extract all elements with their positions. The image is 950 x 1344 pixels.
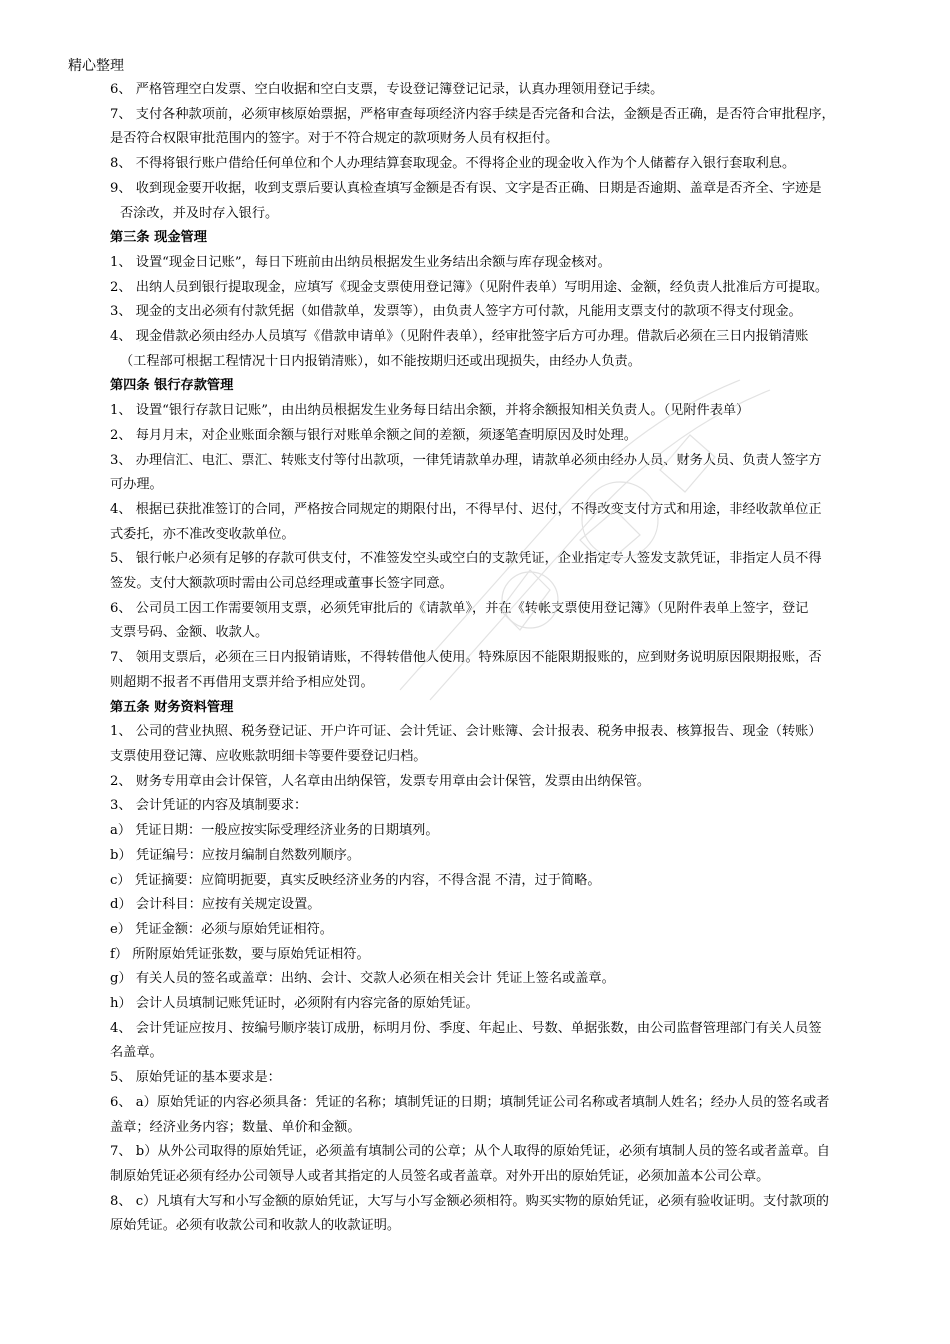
text-line: （工程部可根据工程情况十日内报销清账），如不能按期归还或出现损失，由经办人负责。 (120, 353, 641, 369)
text-line: c） 凭证摘要：应简明扼要，真实反映经济业务的内容，不得含混 不清，过于简略。 (110, 872, 601, 888)
text-line: 否涂改，并及时存入银行。 (120, 205, 279, 221)
text-line: 签发。支付大额款项时需由公司总经理或董事长签字同意。 (110, 576, 453, 592)
text-line: 盖章；经济业务内容；数量、单价和金额。 (110, 1119, 361, 1135)
text-line: 原始凭证。必须有收款公司和收款人的收款证明。 (110, 1218, 401, 1234)
text-line: 6、 a）原始凭证的内容必须具备：凭证的名称；填制凭证的日期；填制凭证公司名称或者填制人姓名；经办人员的签名或者 (110, 1094, 830, 1110)
text-line: f） 所附原始凭证张数，要与原始凭证相符。 (110, 946, 370, 962)
text-line: 名盖章。 (110, 1045, 163, 1061)
text-line: 6、 公司员工因工作需要领用支票，必须凭审批后的《请款单》，并在《转帐支票使用登记簿》（见附件表单上签字，登记 (110, 600, 809, 616)
text-line: h） 会计人员填制记账凭证时，必须附有内容完备的原始凭证。 (110, 996, 479, 1012)
text-line: 7、 b）从外公司取得的原始凭证，必须盖有填制公司的公章；从个人取得的原始凭证，必须有填制人员的签名或者盖章。自 (110, 1144, 830, 1160)
text-line: 式委托，亦不准改变收款单位。 (110, 526, 295, 542)
text-line: 2、 财务专用章由会计保管，人名章由出纳保管，发票专用章由会计保管，发票由出纳保管。 (110, 773, 651, 789)
text-line: e） 凭证金额：必须与原始凭证相符。 (110, 921, 333, 937)
page-header: 精心整理 (68, 58, 124, 74)
text-line: 3、 办理信汇、电汇、票汇、转账支付等付出款项，一律凭请款单办理，请款单必须由经办人员、财务人员、负责人签字方 (110, 452, 822, 468)
text-line: b） 凭证编号：应按月编制自然数列顺序。 (110, 847, 361, 863)
text-line: 3、 现金的支出必须有付款凭据（如借款单，发票等），由负责人签字方可付款，凡能用支票支付的款项不得支付现金。 (110, 304, 802, 320)
text-line: 5、 原始凭证的基本要求是： (110, 1070, 281, 1086)
text-line: 8、 c）凡填有大写和小写金额的原始凭证，大写与小写金额必须相符。购买实物的原始凭证，必须有验收证明。支付款项的 (110, 1193, 829, 1209)
text-line: 9、 收到现金要开收据，收到支票后要认真检查填写金额是否有误、文字是否正确、日期是否逾期、盖章是否齐全、字迹是 (110, 180, 822, 196)
section-heading: 第三条 现金管理 (110, 230, 207, 246)
text-line: 4、 会计凭证应按月、按编号顺序装订成册，标明月份、季度、年起止、号数、单据张数，由公司监督管理部门有关人员签 (110, 1020, 822, 1036)
text-line: a） 凭证日期：一般应按实际受理经济业务的日期填列。 (110, 823, 439, 839)
text-line: 4、 现金借款必须由经办人员填写《借款申请单》（见附件表单），经审批签字后方可办理。借款后必须在三日内报销清账 (110, 329, 809, 345)
text-line: 8、 不得将银行账户借给任何单位和个人办理结算套取现金。不得将企业的现金收入作为个人储蓄存入银行套取利息。 (110, 156, 796, 172)
text-line: 7、 支付各种款项前，必须审核原始票据，严格审查每项经济内容手续是否完备和合法，金额是否正确，是否符合审批程序， (110, 106, 835, 122)
text-line: 6、 严格管理空白发票、空白收据和空白支票，专设登记簿登记记录，认真办理领用登记手续。 (110, 82, 664, 97)
text-line: 2、 出纳人员到银行提取现金，应填写《现金支票使用登记簿》（见附件表单）写明用途、金额，经负责人批准后方可提取。 (110, 279, 829, 295)
text-line: 则超期不报者不再借用支票并给予相应处罚。 (110, 674, 374, 690)
text-line: 支票号码、金额、收款人。 (110, 625, 269, 641)
text-line: 1、 设置“现金日记账”，每日下班前由出纳员根据发生业务结出余额与库存现金核对。 (110, 254, 611, 270)
section-heading: 第五条 财务资料管理 (110, 699, 234, 715)
text-line: 7、 领用支票后，必须在三日内报销请账，不得转借他人使用。特殊原因不能限期报账的，应到财务说明原因限期报账，否 (110, 650, 822, 666)
text-line: 支票使用登记簿、应收账款明细卡等要件要登记归档。 (110, 748, 427, 764)
document-body (110, 78, 890, 1239)
text-line: 4、 根据已获批准签订的合同，严格按合同规定的期限付出，不得早付、迟付，不得改变支付方式和用途，非经收款单位正 (110, 501, 822, 517)
text-line: 1、 设置“银行存款日记账”，由出纳员根据发生业务每日结出余额，并将余额报知相关负责人。（见附件表单） (110, 403, 750, 419)
text-line: 可办理。 (110, 477, 163, 493)
text-line: 5、 银行帐户必须有足够的存款可供支付，不准签发空头或空白的支款凭证，企业指定专人签发支款凭证，非指定人员不得 (110, 551, 822, 567)
text-line: 制原始凭证必须有经办公司领导人或者其指定的人员签名或者盖章。对外开出的原始凭证，必须加盖本公司公章。 (110, 1168, 770, 1184)
text-line: 是否符合权限审批范围内的签字。对于不符合规定的款项财务人员有权拒付。 (110, 131, 559, 147)
text-line: 2、 每月月末，对企业账面余额与银行对账单余额之间的差额，须逐笔查明原因及时处理。 (110, 427, 637, 443)
text-line: 3、 会计凭证的内容及填制要求： (110, 798, 308, 814)
text-line: g） 有关人员的签名或盖章：出纳、会计、交款人必须在相关会计 凭证上签名或盖章。 (110, 971, 615, 987)
section-heading: 第四条 银行存款管理 (110, 378, 234, 394)
text-line: 1、 公司的营业执照、税务登记证、开户许可证、会计凭证、会计账簿、会计报表、税务申报表、核算报告、现金（转账） (110, 724, 822, 740)
text-line: d） 会计科目：应按有关规定设置。 (110, 897, 321, 913)
